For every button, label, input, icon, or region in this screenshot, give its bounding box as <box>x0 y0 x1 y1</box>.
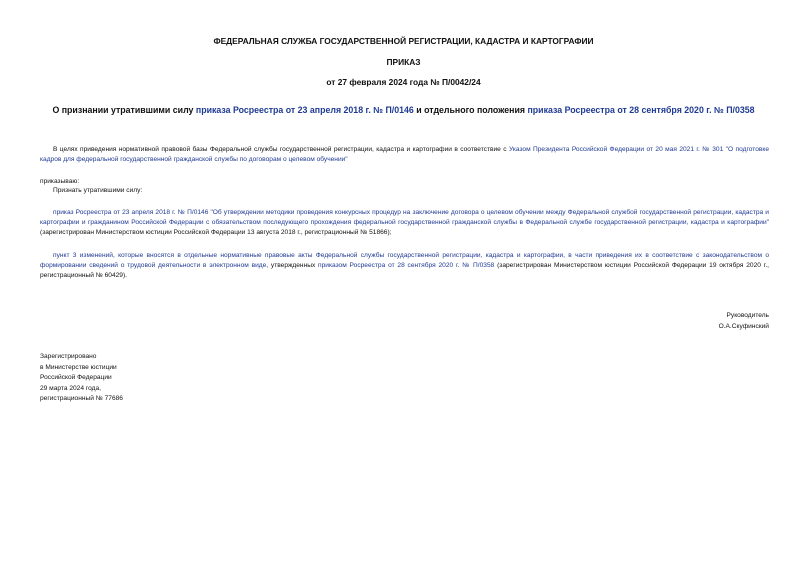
preamble-text: В целях приведения нормативной правовой базы Федеральной службы государственной регистрации, кадастра и картографии в соответствие с <box>53 146 509 153</box>
order-word: приказываю: <box>40 178 80 185</box>
title-link-order-2018[interactable]: приказа Росреестра от 23 апреля 2018 г. № П/0146 <box>195 105 414 115</box>
title-middle: и отдельного положения <box>413 105 528 115</box>
registration-line: в Министерстве юстиции <box>40 363 117 371</box>
item-1-registration-text: (зарегистрирован Министерством юстиции Российской Федерации 13 августа 2018 г., регистрационный № 51866); <box>40 229 392 236</box>
item-2-mid-text: , утвержденных <box>266 262 319 269</box>
document-title <box>0 105 807 115</box>
agency-heading: ФЕДЕРАЛЬНАЯ СЛУЖБА ГОСУДАРСТВЕННОЙ РЕГИСТРАЦИИ, КАДАСТРА И КАРТОГРАФИИ <box>213 36 594 46</box>
registration-line: Российской Федерации <box>40 374 112 382</box>
recognize-void-line: Признать утратившими силу: <box>53 187 143 194</box>
presidential-decree-link[interactable]: Указом Президента Российской Федерации от 20 мая 2021 г. № 301 "О подготовке кадров для федеральной государственной гражданской службы по договорам о целевом обучении" <box>40 146 769 163</box>
signature-position: Руководитель <box>726 312 769 319</box>
signature-name: О.А.Скуфинский <box>718 323 769 330</box>
item-2-order-link[interactable]: приказом Росреестра от 28 сентября 2020 г. № П/0358 <box>318 262 495 269</box>
item-2-registration-text: (зарегистрирован Министерством юстиции Российской Федерации 19 октября 2020 г., регистрационный № 60429). <box>40 262 769 279</box>
item-1-order-link[interactable]: приказ Росреестра от 23 апреля 2018 г. № П/0146 "Об утверждении методики проведения конкурсных процедур на заключение договора о целевом обучении между Федеральной службой государственной регистрации, кадастра и картографии и гражданином Российской Федерации с обязательством последующего прохождения федеральной государственной гражданской службы в Федеральной службе государственной регистрации, кадастра и картографии" <box>40 209 769 226</box>
registration-block <box>40 352 260 405</box>
registration-line: 29 марта 2024 года, <box>40 384 101 392</box>
document-date-number: от 27 февраля 2024 года № П/0042/24 <box>326 77 481 87</box>
document-type-heading: ПРИКАЗ <box>386 57 421 67</box>
item-2-clause-link[interactable]: пункт 3 изменений, которые вносятся в отдельные нормативные правовые акты Федеральной службы государственной регистрации, кадастра и картографии, в части приведения их в соответствие с законодательством о формировании сведений о трудовой деятельности в электронном виде <box>40 252 769 269</box>
item-2-paragraph <box>40 251 769 281</box>
registration-line: регистрационный № 77686 <box>40 395 123 403</box>
signature-block <box>569 310 769 332</box>
item-1-paragraph <box>40 208 769 238</box>
preamble-paragraph <box>40 145 769 165</box>
title-prefix: О признании утратившими силу <box>52 105 196 115</box>
title-link-order-2020[interactable]: приказа Росреестра от 28 сентября 2020 г. № П/0358 <box>527 105 755 115</box>
registration-line: Зарегистрировано <box>40 353 97 360</box>
